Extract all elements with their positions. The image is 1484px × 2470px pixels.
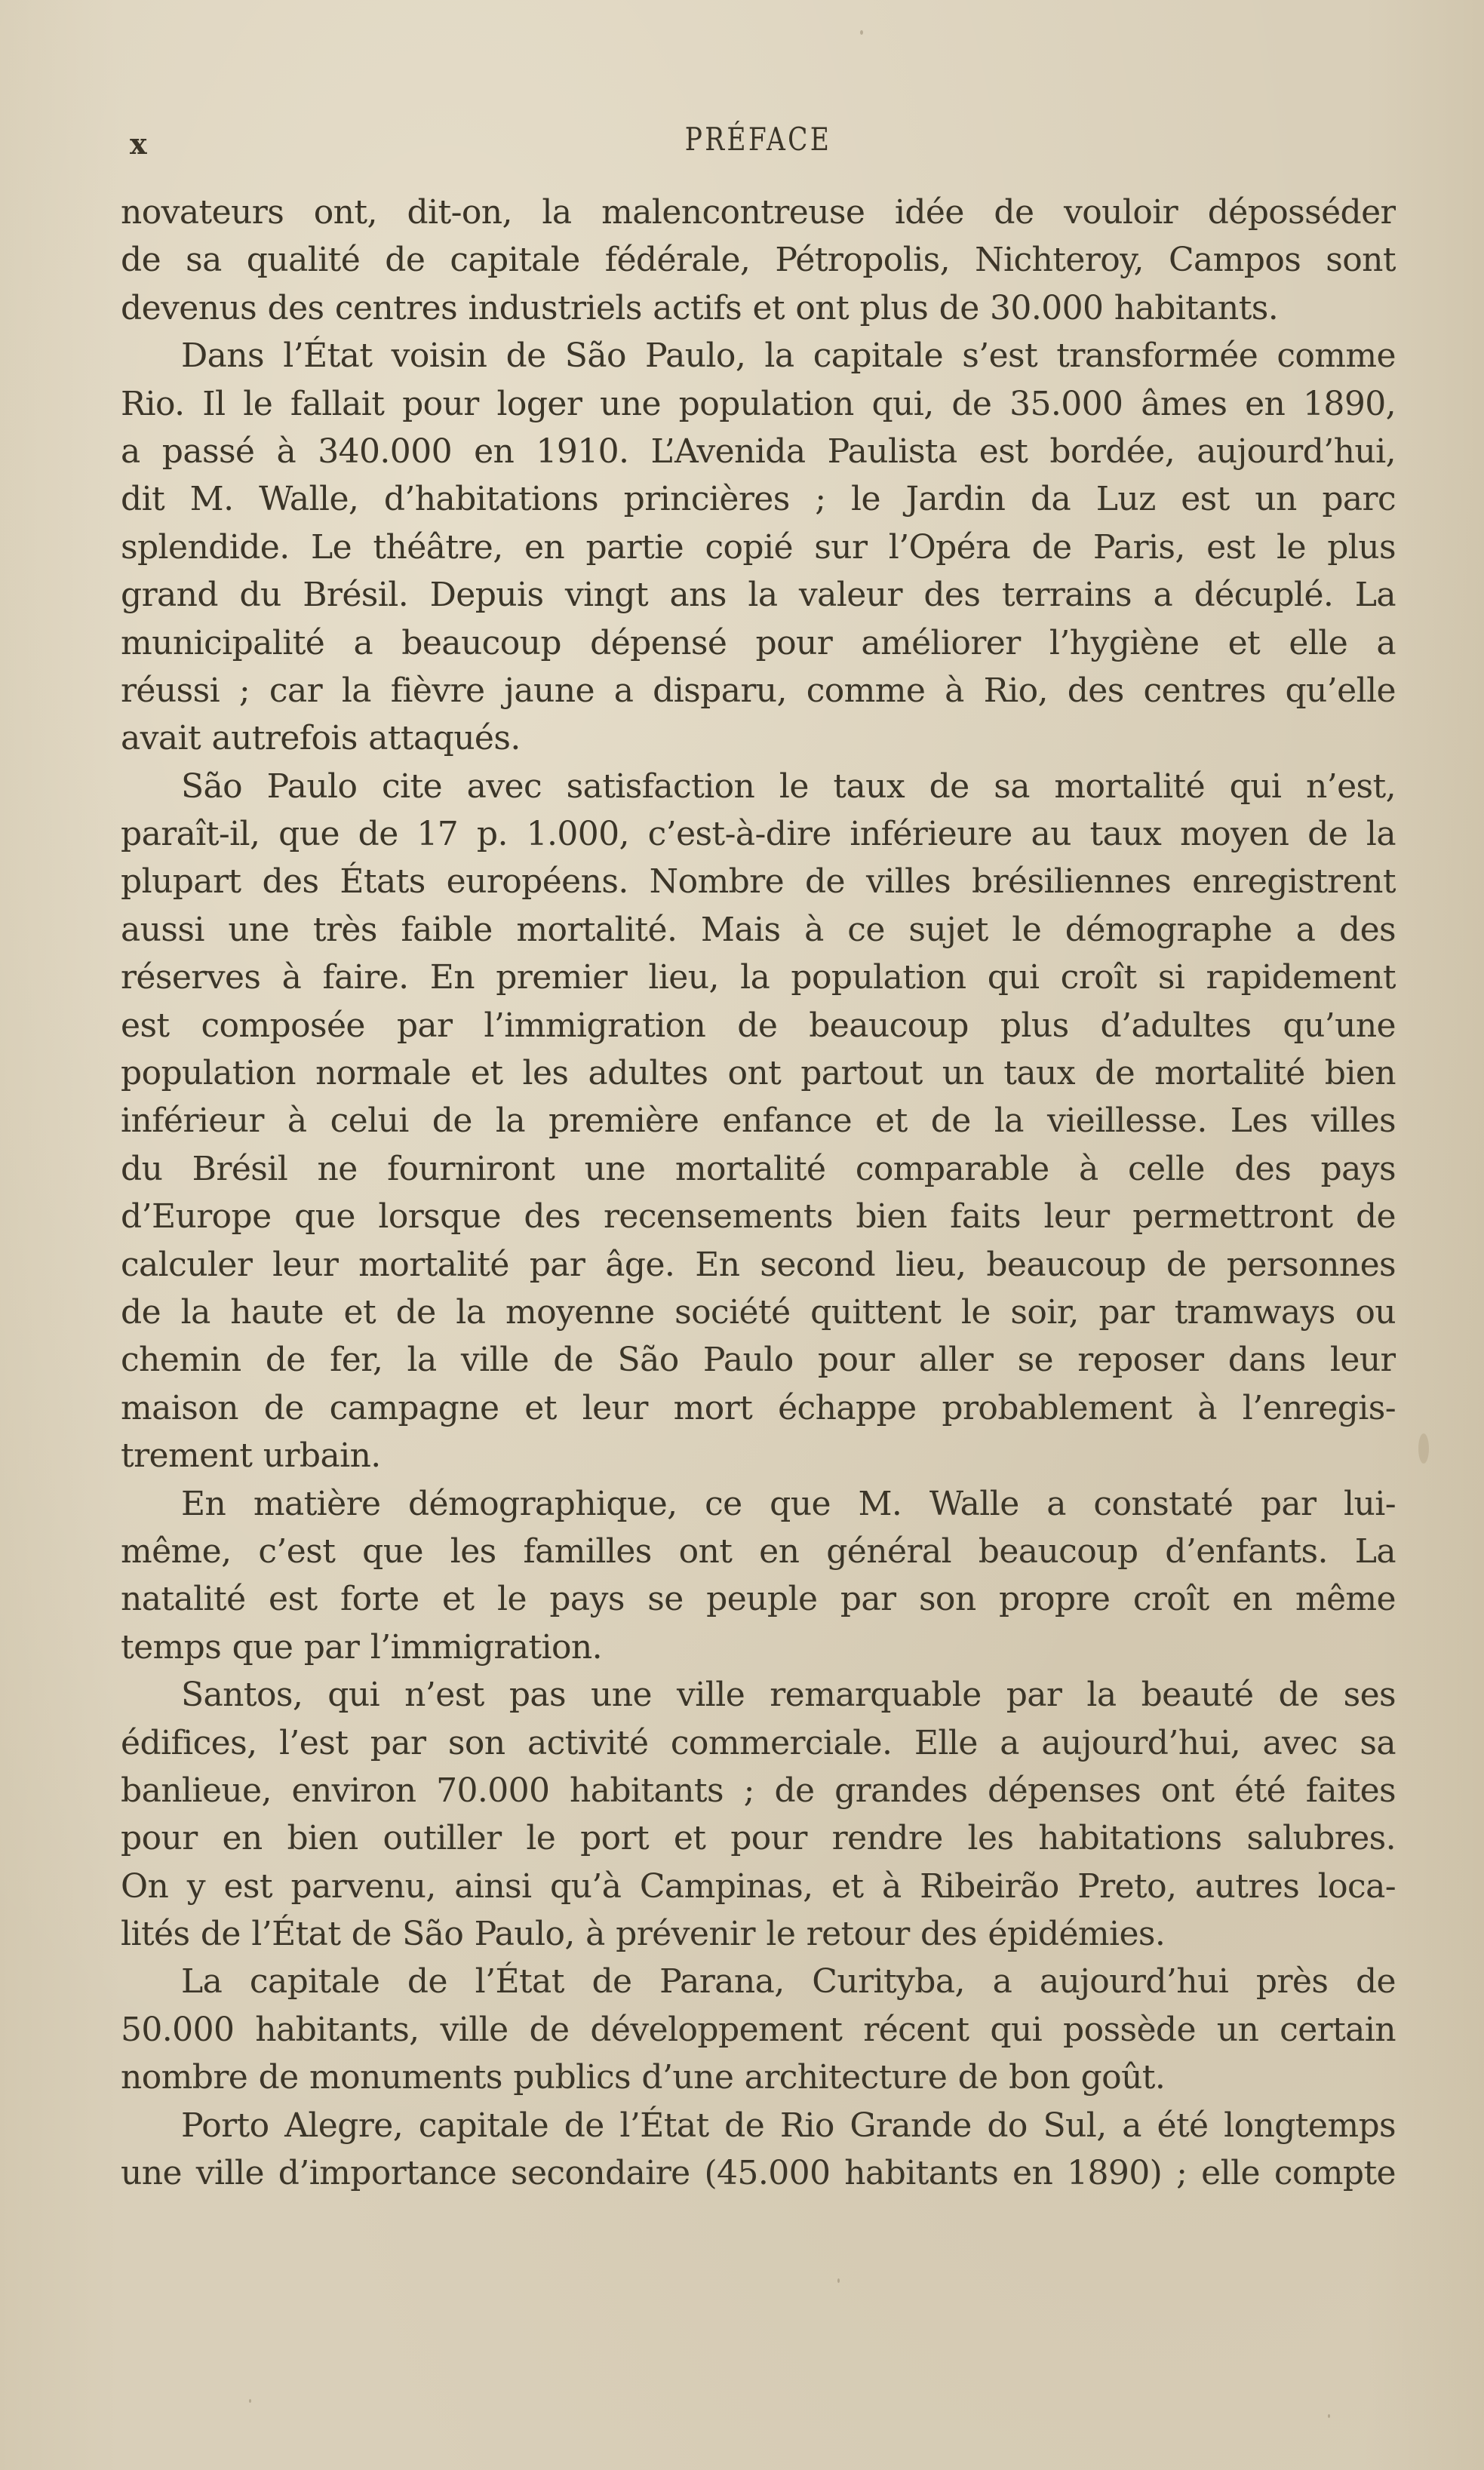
text-line: de la haute et de la moyenne société quittent le soir, par tramways ou (121, 1292, 1396, 1332)
text-line: a passé à 340.000 en 1910. L’Avenida Paulista est bordée, aujourd’hui, (121, 432, 1396, 471)
text-line: maison de campagne et leur mort échappe probablement à l’enregis- (121, 1388, 1396, 1427)
paragraph (121, 189, 1396, 332)
text-line: d’Europe que lorsque des recensements bien faits leur permettront de (121, 1197, 1396, 1237)
paper-speck (249, 2399, 251, 2403)
text-line: réserves à faire. En premier lieu, la population qui croît si rapidement (121, 958, 1396, 997)
paper-speck (860, 30, 863, 35)
text-line: Dans l’État voisin de São Paulo, la capitale s’est transformée comme (181, 336, 1396, 376)
text-line: chemin de fer, la ville de São Paulo pour aller se reposer dans leur (121, 1341, 1396, 1380)
text-line: banlieue, environ 70.000 habitants ; de grandes dépenses ont été faites (121, 1771, 1396, 1810)
text-line: natalité est forte et le pays se peuple par son propre croît en même (121, 1580, 1396, 1619)
text-line: est composée par l’immigration de beaucoup plus d’adultes qu’une (121, 1006, 1396, 1045)
text-line: grand du Brésil. Depuis vingt ans la valeur des terrains a décuplé. La (121, 576, 1396, 615)
text-line: édifices, l’est par son activité commerciale. Elle a aujourd’hui, avec sa (121, 1723, 1396, 1762)
text-line: du Brésil ne fourniront une mortalité comparable à celle des pays (121, 1149, 1396, 1188)
text-line: devenus des centres industriels actifs et ont plus de 30.000 habitants. (121, 288, 1279, 327)
paragraph (121, 332, 1396, 763)
text-line: pour en bien outiller le port et pour rendre les habitations salubres. (121, 1819, 1396, 1858)
text-line: paraît-il, que de 17 p. 1.000, c’est-à-dire inférieure au taux moyen de la (121, 815, 1396, 854)
text-line: lités de l’État de São Paulo, à prévenir le retour des épidémies. (121, 1915, 1166, 1954)
text-line: On y est parvenu, ainsi qu’à Campinas, et à Ribeirão Preto, autres loca- (121, 1866, 1396, 1906)
text-line: En matière démographique, ce que M. Walle a constaté par lui- (181, 1484, 1396, 1523)
paper-speck (1328, 2414, 1330, 2418)
body-text (121, 189, 1396, 2197)
text-line: une ville d’importance secondaire (45.000 habitants en 1890) ; elle compte (121, 2154, 1396, 2193)
running-head (121, 113, 1396, 166)
book-page (121, 113, 1396, 2197)
paragraph (121, 1480, 1396, 1672)
paragraph (121, 763, 1396, 1480)
text-line: novateurs ont, dit-on, la malencontreuse idée de vouloir déposséder (121, 193, 1396, 232)
text-line: de sa qualité de capitale fédérale, Pétropolis, Nichteroy, Campos sont (121, 241, 1396, 280)
paragraph (121, 1671, 1396, 1958)
text-line: Santos, qui n’est pas une ville remarquable par la beauté de ses (181, 1676, 1396, 1715)
text-line: calculer leur mortalité par âge. En second lieu, beaucoup de personnes (121, 1245, 1396, 1284)
paper-speck (837, 2278, 840, 2283)
text-line: aussi une très faible mortalité. Mais à ce sujet le démographe a des (121, 910, 1396, 949)
text-line: trement urbain. (121, 1436, 381, 1476)
text-line: même, c’est que les familles ont en général beaucoup d’enfants. La (121, 1531, 1396, 1571)
text-line: dit M. Walle, d’habitations princières ; le Jardin da Luz est un parc (121, 480, 1396, 519)
text-line: splendide. Le théâtre, en partie copié sur l’Opéra de Paris, est le plus (121, 527, 1396, 567)
paragraph (121, 1958, 1396, 2101)
text-line: temps que par l’immigration. (121, 1627, 602, 1667)
text-line: avait autrefois attaqués. (121, 719, 521, 758)
text-line: São Paulo cite avec satisfaction le taux de sa mortalité qui n’est, (181, 766, 1396, 806)
text-line: Rio. Il le fallait pour loger une population qui, de 35.000 âmes en 1890, (121, 384, 1396, 423)
text-line: 50.000 habitants, ville de développement récent qui possède un certain (121, 2010, 1396, 2049)
paragraph (121, 2102, 1396, 2198)
running-head-title: PRÉFACE (684, 121, 832, 158)
page-number: x (130, 127, 148, 161)
paper-speck (1418, 1433, 1429, 1464)
text-line: La capitale de l’État de Parana, Curityba, a aujourd’hui près de (181, 1962, 1396, 2001)
text-line: réussi ; car la fièvre jaune a disparu, comme à Rio, des centres qu’elle (121, 671, 1396, 710)
text-line: municipalité a beaucoup dépensé pour améliorer l’hygiène et elle a (121, 623, 1396, 662)
text-line: Porto Alegre, capitale de l’État de Rio Grande do Sul, a été longtemps (181, 2106, 1396, 2145)
text-line: nombre de monuments publics d’une architecture de bon goût. (121, 2058, 1166, 2097)
text-line: inférieur à celui de la première enfance et de la vieillesse. Les villes (121, 1101, 1396, 1141)
text-line: plupart des États européens. Nombre de villes brésiliennes enregistrent (121, 862, 1396, 902)
text-line: population normale et les adultes ont partout un taux de mortalité bien (121, 1054, 1396, 1093)
